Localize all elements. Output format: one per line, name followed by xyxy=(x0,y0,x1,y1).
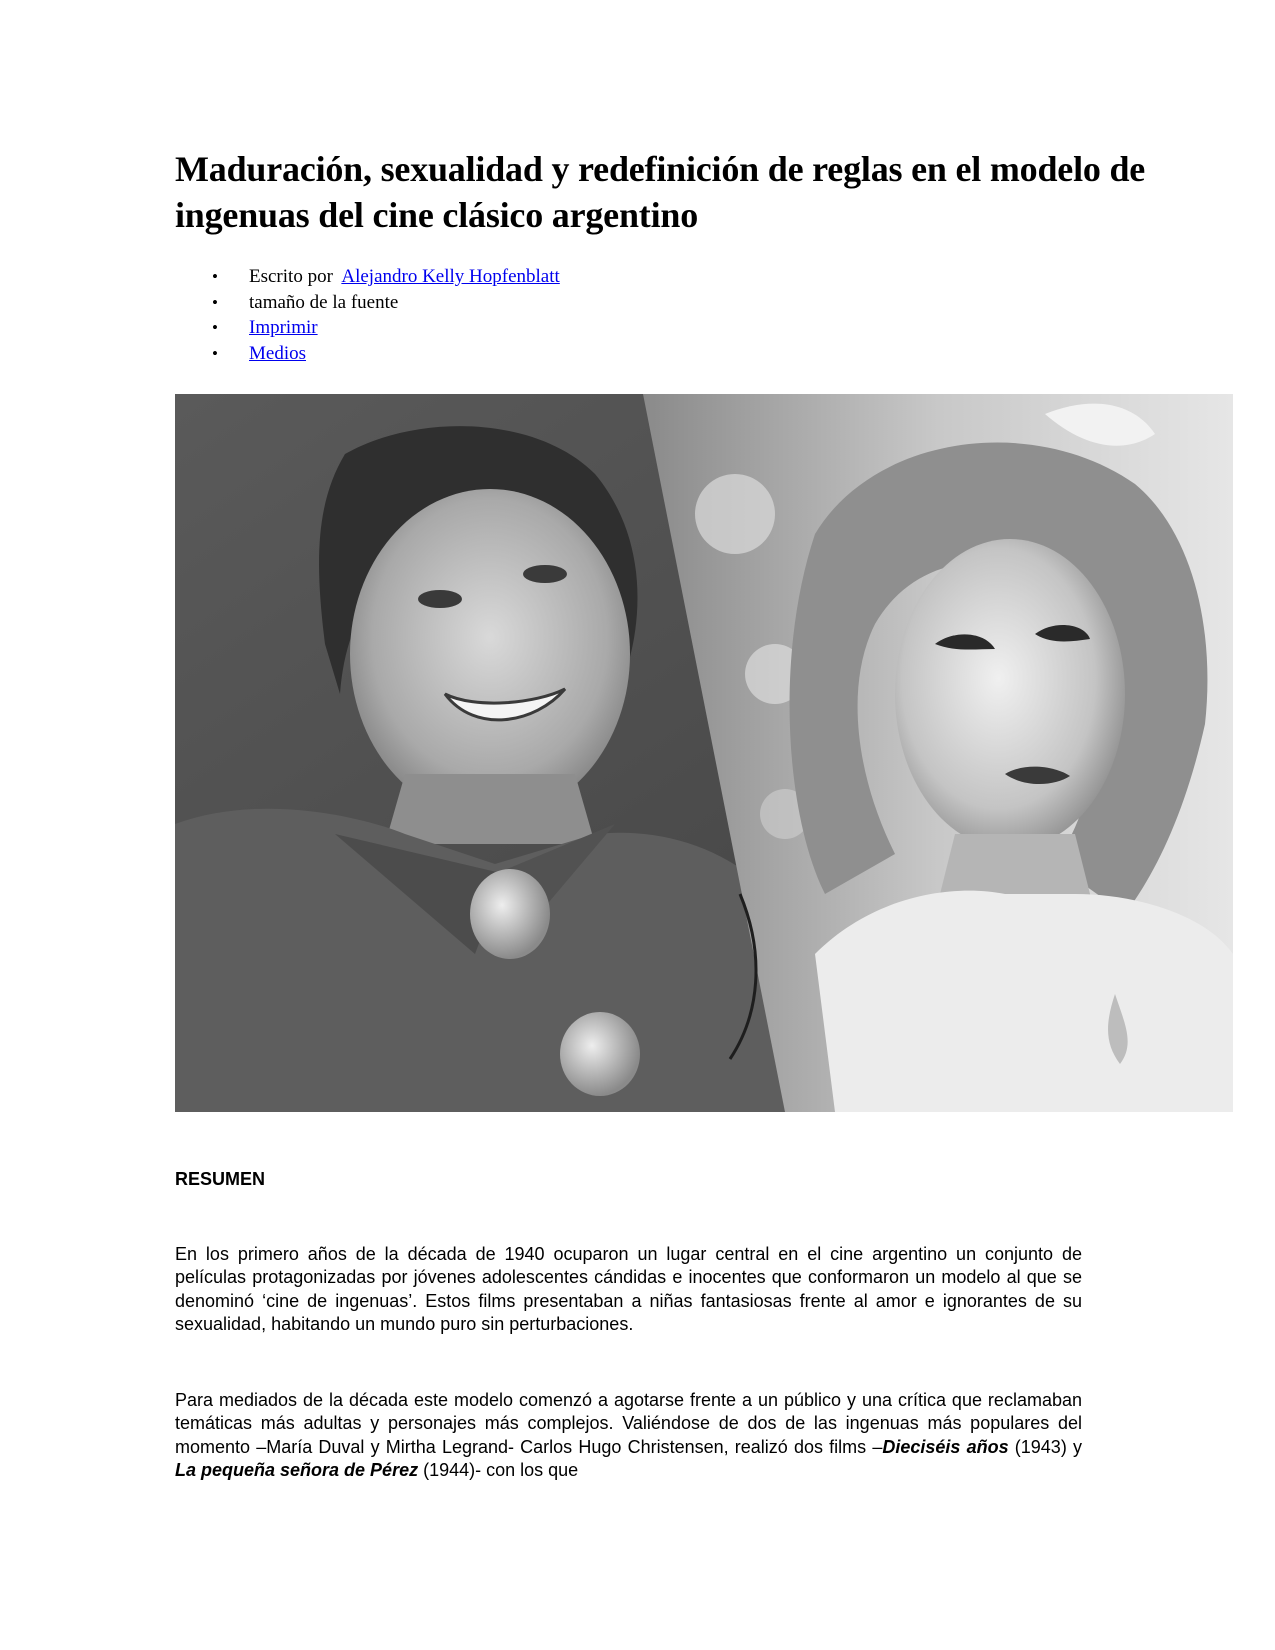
hero-photo-collage xyxy=(175,394,1233,1112)
hero-image xyxy=(175,394,1233,1112)
abstract-paragraph-2 xyxy=(175,1389,1082,1483)
meta-item-print xyxy=(175,315,560,341)
media-link[interactable]: Medios xyxy=(249,342,306,364)
bullet-icon: • xyxy=(212,343,218,363)
film-title-dieciseis-anos: Dieciséis años xyxy=(882,1436,1009,1457)
author-link[interactable]: Alejandro Kelly Hopfenblatt xyxy=(341,266,560,287)
film-title-la-pequena-senora-de-perez: La pequeña señora de Pérez xyxy=(175,1460,419,1481)
meta-item-media xyxy=(175,341,560,367)
abstract-paragraph-2-text: (1943) y xyxy=(1008,1436,1082,1457)
bullet-icon: • xyxy=(212,318,218,337)
article-title: Maduración, sexualidad y redefinición de reglas en el modelo de ingenuas del cine clásico argentino xyxy=(175,149,1146,235)
font-size-label: tamaño de la fuente xyxy=(249,291,399,313)
meta-item-author xyxy=(175,264,560,290)
written-by-label: Escrito por xyxy=(249,266,333,287)
article-meta-list xyxy=(175,264,560,366)
abstract-heading: RESUMEN xyxy=(175,1169,266,1189)
bullet-icon: • xyxy=(212,292,218,312)
abstract-paragraph-2-text: Para mediados de la década este modelo comenzó a agotarse frente a un público y una crítica que reclamaban temáticas más adultas y personajes más complejos. Valiéndose de dos de las ingenuas más populares del momento –María Duval y Mirtha Legrand- Carlos Hugo Christensen, realizó dos films – xyxy=(175,1390,1082,1457)
meta-item-font-size xyxy=(175,290,560,316)
print-link[interactable]: Imprimir xyxy=(249,317,318,338)
bullet-icon: • xyxy=(212,267,218,286)
abstract-paragraph-1: En los primero años de la década de 1940 ocuparon un lugar central en el cine argentino un conjunto de películas protagonizadas por jóvenes adolescentes cándidas e inocentes que conformaron un modelo al que se denominó ‘cine de ingenuas’. Estos films presentaban a niñas fantasiosas frente al amor e ignorantes de su sexualidad, habitando un mundo puro sin perturbaciones. xyxy=(175,1244,1082,1335)
abstract-paragraph-2-text: (1944)- con los que xyxy=(418,1460,579,1481)
